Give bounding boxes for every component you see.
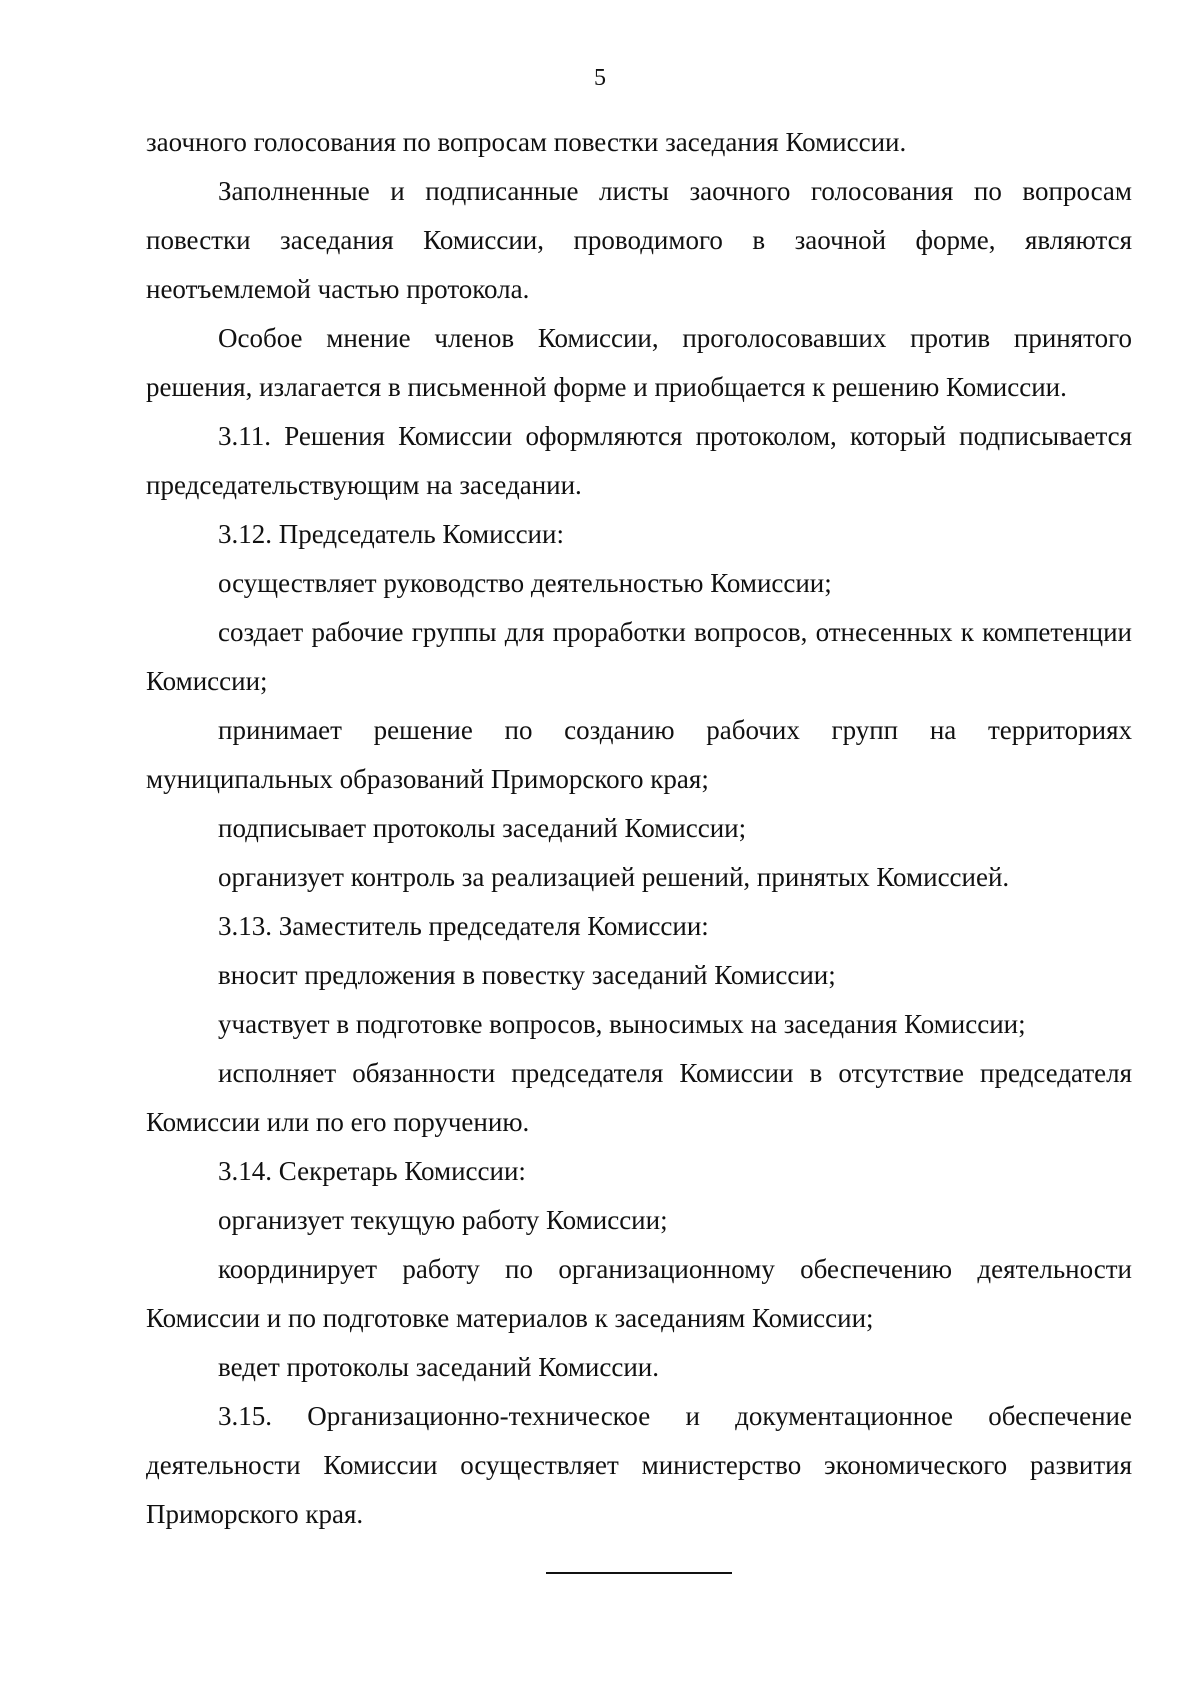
document-body	[146, 118, 1132, 1539]
paragraph-deputy-duty-1: вносит предложения в повестку заседаний Комиссии;	[218, 960, 836, 990]
paragraph-3-14-heading: 3.14. Секретарь Комиссии:	[218, 1156, 526, 1186]
paragraph-chair-duty-4: подписывает протоколы заседаний Комиссии;	[218, 813, 747, 843]
paragraph-voting-sheets: Заполненные и подписанные листы заочного голосования по вопросам повестки заседания Комиссии, проводимого в заочной форме, являются неотъемлемой частью протокола.	[146, 176, 1132, 304]
paragraph-chair-duty-3: принимает решение по созданию рабочих групп на территориях муниципальных образований Приморского края;	[146, 715, 1132, 794]
paragraph-3-13-heading: 3.13. Заместитель председателя Комиссии:	[218, 911, 709, 941]
paragraph-3-12-heading: 3.12. Председатель Комиссии:	[218, 519, 564, 549]
paragraph-secretary-duty-3: ведет протоколы заседаний Комиссии.	[218, 1352, 659, 1382]
paragraph-secretary-duty-1: организует текущую работу Комиссии;	[218, 1205, 668, 1235]
paragraph-3-11: 3.11. Решения Комиссии оформляются протоколом, который подписывается председательствующим на заседании.	[146, 421, 1132, 500]
paragraph-secretary-duty-2: координирует работу по организационному обеспечению деятельности Комиссии и по подготовке материалов к заседаниям Комиссии;	[146, 1254, 1132, 1333]
closing-rule	[546, 1572, 732, 1574]
paragraph-deputy-duty-2: участвует в подготовке вопросов, выносимых на заседания Комиссии;	[218, 1009, 1026, 1039]
paragraph-deputy-duty-3: исполняет обязанности председателя Комиссии в отсутствие председателя Комиссии или по его поручению.	[146, 1058, 1132, 1137]
paragraph-chair-duty-1: осуществляет руководство деятельностью Комиссии;	[218, 568, 832, 598]
paragraph-chair-duty-5: организует контроль за реализацией решений, принятых Комиссией.	[218, 862, 1010, 892]
paragraph-dissenting-opinion: Особое мнение членов Комиссии, проголосовавших против принятого решения, излагается в письменной форме и приобщается к решению Комиссии.	[146, 323, 1132, 402]
paragraph-3-15: 3.15. Организационно-техническое и документационное обеспечение деятельности Комиссии осуществляет министерство экономического развития Приморского края.	[146, 1401, 1132, 1529]
page-number: 5	[594, 65, 606, 91]
paragraph-chair-duty-2: создает рабочие группы для проработки вопросов, отнесенных к компетенции Комиссии;	[146, 617, 1132, 696]
paragraph-voting-continuation: заочного голосования по вопросам повестки заседания Комиссии.	[146, 127, 907, 157]
